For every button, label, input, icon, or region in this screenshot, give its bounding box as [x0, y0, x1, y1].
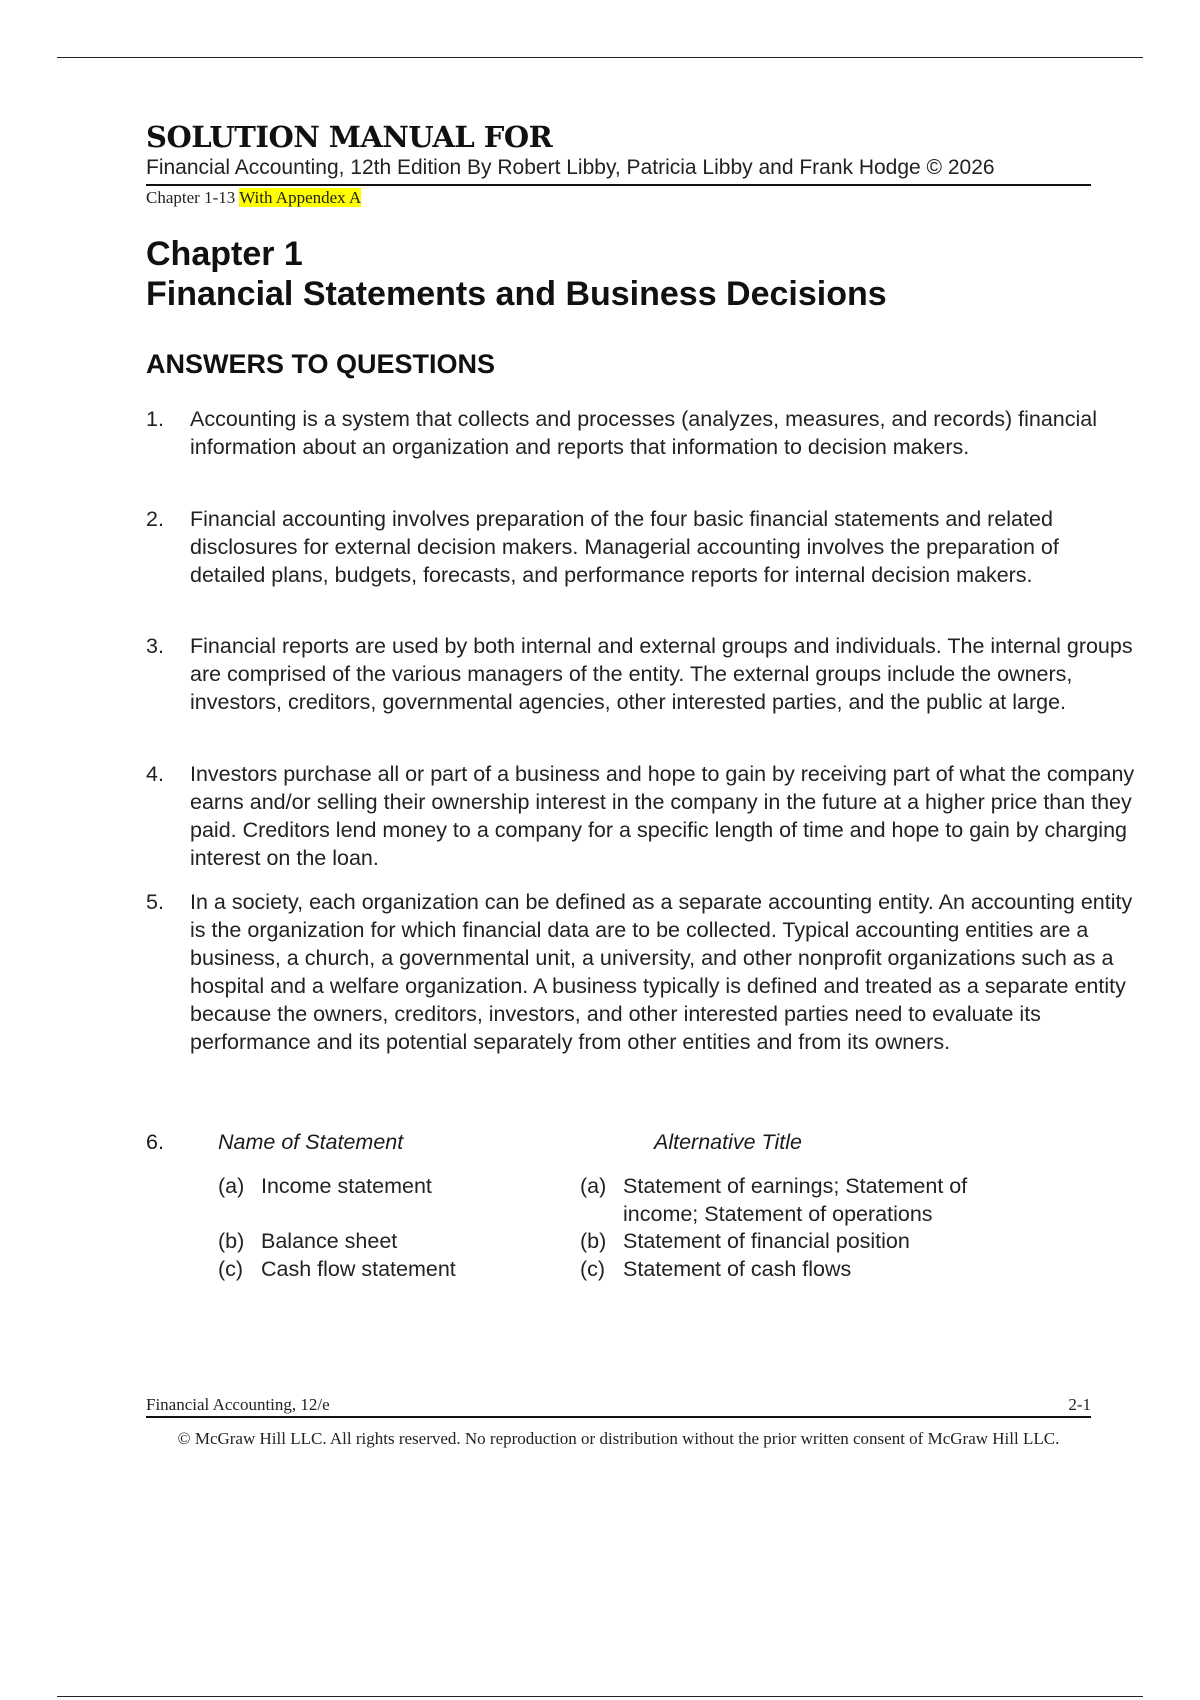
book-title: Financial Accounting, 12th Edition By Robert Libby, Patricia Libby and Frank Hodge © 2026: [146, 156, 995, 179]
answer-number: 6.: [146, 1130, 164, 1154]
footer-divider: [146, 1416, 1091, 1418]
footer-page-number: 2-1: [1068, 1395, 1091, 1414]
row-letter: (b): [218, 1229, 245, 1253]
statement-name-header: Name of Statement: [218, 1130, 404, 1154]
alternative-title: Statement of financial position: [623, 1229, 910, 1253]
answer-number: 1.: [146, 407, 164, 431]
chapter-range: Chapter 1-13: [146, 188, 236, 207]
statement-name: Income statement: [261, 1174, 432, 1198]
title-divider: [146, 184, 1091, 186]
alternative-title: Statement of cash flows: [623, 1257, 852, 1281]
answer-text: Financial reports are used by both internal and external groups and individuals. The internal groups are comprised of the various managers of the entity. The external groups include the owners, investors, creditors, governmental agencies, other interested parties, and the public at large.: [190, 634, 1133, 714]
answer-text: Accounting is a system that collects and processes (analyzes, measures, and records) financial information about an organization and reports that information to decision makers.: [190, 407, 1098, 459]
row-letter: (a): [580, 1174, 607, 1198]
chapter-title: Financial Statements and Business Decisions: [146, 275, 887, 313]
answer-number: 5.: [146, 890, 164, 914]
appendix-note: With Appendex A: [239, 188, 362, 207]
answer-text: Investors purchase all or part of a business and hope to gain by receiving part of what the company earns and/or selling their ownership interest in the company in the future at a higher price than they paid. Creditors lend money to a company for a specific length of time and hope to gain by charging interest on the loan.: [190, 762, 1135, 870]
footer-book-title: Financial Accounting, 12/e: [146, 1395, 330, 1414]
row-letter: (b): [580, 1229, 607, 1253]
statement-name: Cash flow statement: [261, 1257, 456, 1281]
solution-manual-label: SOLUTION MANUAL FOR: [146, 120, 553, 154]
answer-text: In a society, each organization can be defined as a separate accounting entity. An accounting entity is the organization for which financial data are to be collected. Typical accounting entities are a business, a church, a governmental unit, a university, and other nonprofit organizations such as a hospital and a welfare organization. A business typically is defined and treated as a separate entity because the owners, creditors, investors, and other interested parties need to evaluate its performance and its potential separately from other entities and from its owners.: [190, 890, 1133, 1054]
bottom-rule: [57, 1696, 1143, 1697]
row-letter: (a): [218, 1174, 245, 1198]
alternative-title-header: Alternative Title: [654, 1130, 802, 1154]
alternative-title: Statement of earnings; Statement of income; Statement of operations: [623, 1174, 968, 1226]
answer-text: Financial accounting involves preparation of the four basic financial statements and related disclosures for external decision makers. Managerial accounting involves the preparation of detailed plans, budgets, forecasts, and performance reports for internal decision makers.: [190, 507, 1059, 587]
top-rule: [57, 57, 1143, 58]
chapter-heading: [146, 234, 887, 314]
answer-number: 4.: [146, 762, 164, 786]
row-letter: (c): [218, 1257, 244, 1281]
chapter-range-line: [146, 188, 361, 208]
answer-number: 3.: [146, 634, 164, 658]
answer-number: 2.: [146, 507, 164, 531]
row-letter: (c): [580, 1257, 606, 1281]
chapter-number: Chapter 1: [146, 235, 303, 273]
section-heading: ANSWERS TO QUESTIONS: [146, 349, 496, 379]
copyright-notice: © McGraw Hill LLC. All rights reserved. No reproduction or distribution without the prior written consent of McGraw Hill LLC.: [177, 1429, 1060, 1448]
statement-name: Balance sheet: [261, 1229, 398, 1253]
